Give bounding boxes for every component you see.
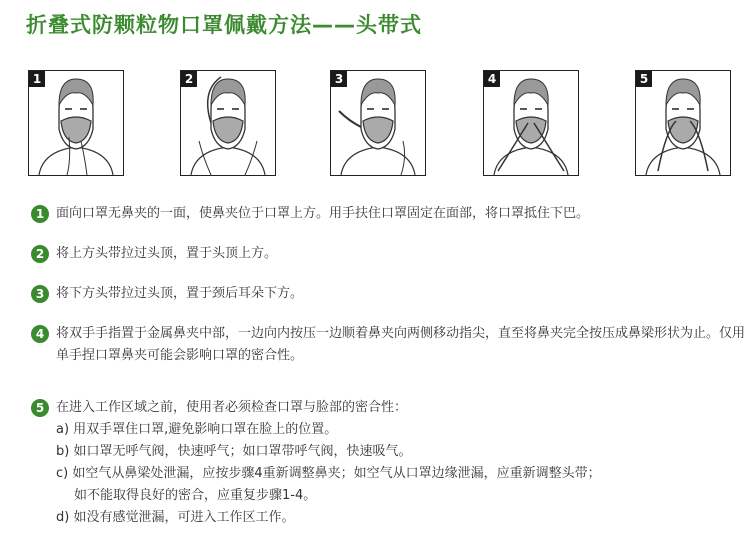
sub-item-c-cont: 如不能取得良好的密合，应重复步骤1-4。 (74, 488, 317, 503)
step-badge: 4 (31, 325, 49, 343)
step-badge: 3 (31, 285, 49, 303)
sub-item-a: a) 用双手罩住口罩,避免影响口罩在脸上的位置。 (56, 422, 338, 437)
step-1 (31, 203, 746, 225)
illustration-step-4 (483, 70, 579, 176)
step-badge: 2 (31, 245, 49, 263)
sub-item-d: d) 如没有感觉泄漏，可进入工作区工作。 (56, 510, 295, 525)
step-text: 将上方头带拉过头顶，置于头顶上方。 (56, 246, 278, 261)
illustration-step-5 (635, 70, 731, 176)
step-badge: 1 (31, 205, 49, 223)
illustration-step-1 (28, 70, 124, 176)
panel-number: 5 (636, 71, 652, 87)
illustration-step-3 (330, 70, 426, 176)
step-2 (31, 243, 746, 265)
step-text: 在进入工作区域之前，使用者必须检查口罩与脸部的密合性： (56, 400, 408, 415)
step-4 (31, 323, 746, 367)
panel-number: 4 (484, 71, 500, 87)
sub-item-c: c) 如空气从鼻梁处泄漏，应按步骤4重新调整鼻夹；如空气从口罩边缘泄漏，应重新调整头带； (56, 466, 601, 481)
panel-number: 3 (331, 71, 347, 87)
panel-number: 1 (29, 71, 45, 87)
panel-number: 2 (181, 71, 197, 87)
page-title: 折叠式防颗粒物口罩佩戴方法——头带式 (26, 13, 422, 37)
step-text: 将双手手指置于金属鼻夹中部，一边向内按压一边顺着鼻夹向两侧移动指尖，直至将鼻夹完全按压成鼻梁形状为止。仅用单手捏口罩鼻夹可能会影响口罩的密合性。 (56, 326, 746, 363)
step-5 (31, 397, 746, 529)
step-3 (31, 283, 746, 305)
step-text: 将下方头带拉过头顶，置于颈后耳朵下方。 (56, 286, 304, 301)
step-text: 面向口罩无鼻夹的一面，使鼻夹位于口罩上方。用手扶住口罩固定在面部，将口罩抵住下巴。 (56, 206, 590, 221)
step-badge: 5 (31, 399, 49, 417)
sub-item-b: b) 如口罩无呼气阀，快速呼气；如口罩带呼气阀，快速吸气。 (56, 444, 412, 459)
illustration-step-2 (180, 70, 276, 176)
